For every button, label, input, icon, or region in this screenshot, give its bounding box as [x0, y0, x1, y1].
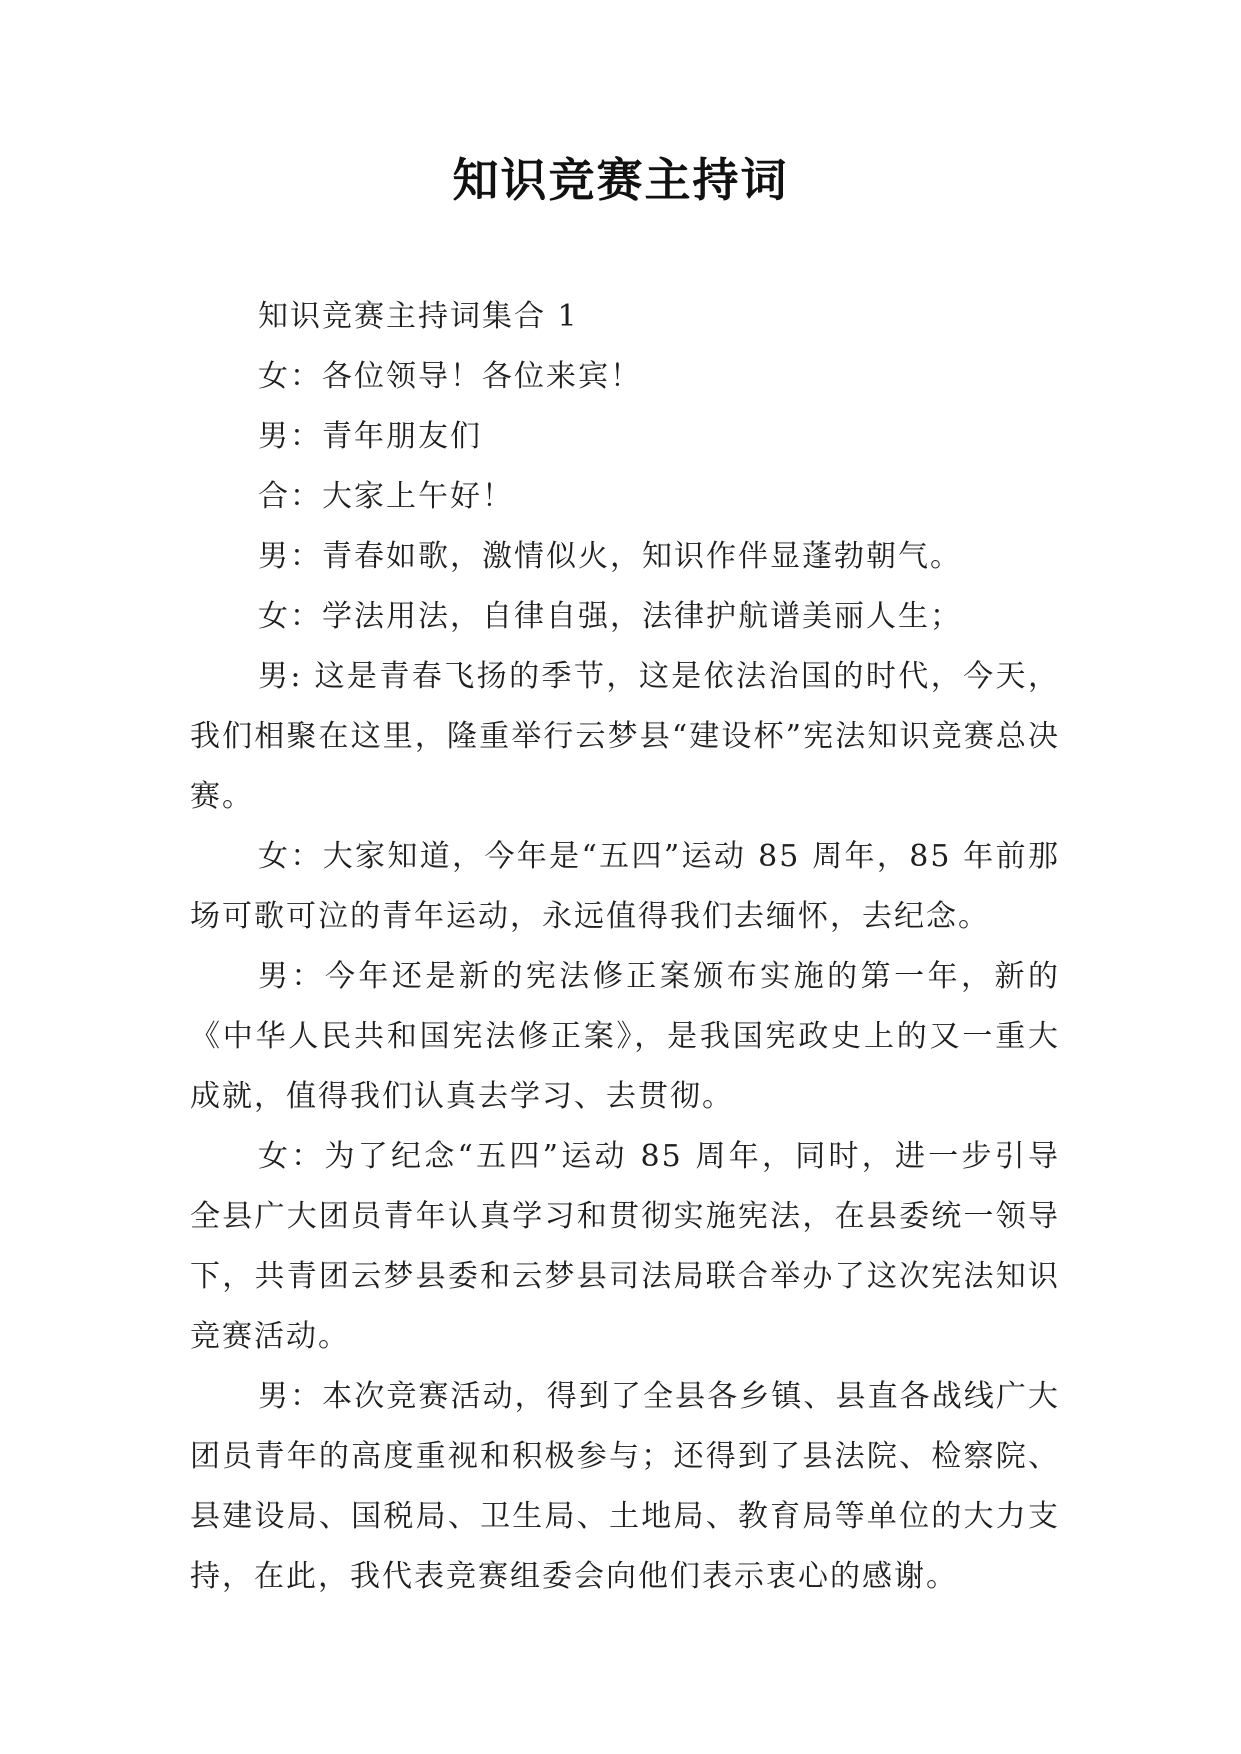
paragraph: 男：青年朋友们 [258, 419, 482, 454]
paragraph: 男：青春如歌，激情似火，知识作伴显蓬勃朝气。 [258, 539, 962, 574]
paragraph: 女：学法用法，自律自强，法律护航谱美丽人生； [258, 599, 962, 634]
paragraph-heading: 知识竞赛主持词集合 1 [258, 299, 579, 334]
paragraph: 男：今年还是新的宪法修正案颁布实施的第一年，新的《中华人民共和国宪法修正案》，是我国宪政史上的又一重大成就，值得我们认真去学习、去贯彻。 [190, 959, 1060, 1114]
paragraph: 男：本次竞赛活动，得到了全县各乡镇、县直各战线广大团员青年的高度重视和积极参与；还得到了县法院、检察院、县建设局、国税局、卫生局、土地局、教育局等单位的大力支持，在此，我代表竞赛组委会向他们表示衷心的感谢。 [190, 1379, 1060, 1594]
document-body [190, 287, 1060, 1607]
document-title: 知识竞赛主持词 [452, 153, 789, 207]
paragraph: 女：大家知道，今年是“五四”运动 85 周年，85 年前那场可歌可泣的青年运动，永远值得我们去缅怀，去纪念。 [190, 839, 1060, 934]
paragraph: 女：为了纪念“五四”运动 85 周年，同时，进一步引导全县广大团员青年认真学习和贯彻实施宪法，在县委统一领导下，共青团云梦县委和云梦县司法局联合举办了这次宪法知识竞赛活动。 [190, 1139, 1060, 1354]
paragraph: 女：各位领导！各位来宾！ [258, 359, 642, 394]
paragraph: 合：大家上午好！ [258, 479, 514, 514]
paragraph: 男: 这是青春飞扬的季节，这是依法治国的时代，今天，我们相聚在这里，隆重举行云梦县“建设杯”宪法知识竞赛总决赛。 [190, 659, 1060, 814]
